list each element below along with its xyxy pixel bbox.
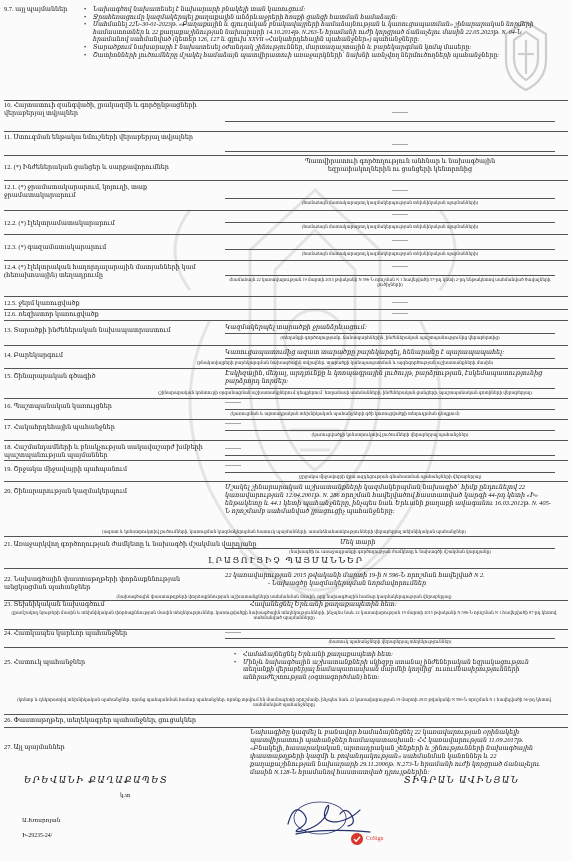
underline — [225, 222, 555, 223]
row-25-note: (կոնտր և դեկորատիվ տեխնիկական պահանջներ, որոնց պահպանման համար պահանջներ, որոնք տրվում են մասնագետի որոշմամբ, ինչպես նաև 22 կառավարության 19 մարտի 2015 թվականի N 596-Ն որոշման N 1 հավելվածի 56-րդ կետով սահմանված պահանջները) — [17, 697, 551, 708]
cosign-seal-icon — [350, 832, 364, 846]
divider — [4, 234, 568, 235]
underline — [225, 151, 555, 152]
row-14-value: Կառուցապատումից ազատ տարածքը բարեկարգել, հենարանը է պարապապահել: — [225, 349, 505, 356]
divider — [4, 419, 568, 420]
row-18-value: -------- — [225, 446, 241, 452]
section-12-header: Պատվիրատուի գործողություն անհնար և նախագծային եզրափակողներին ու ցանցերի կենտրոնից — [304, 158, 496, 173]
underline — [225, 121, 555, 122]
divider — [4, 100, 568, 101]
condition-item: • Շատիոնների լուծումները մշակել համաձայն պատվիրատուի առաջարկների՝ նախնի առնչվող ներմուծողների պահանջները: — [84, 52, 556, 60]
condition-item: • Ջրահեռացումը կազմակերպել քաղաքային անձրևաջրերի հոսքի ցանցի հատման համաձայն: — [84, 14, 556, 22]
row-24-value: -------- — [225, 630, 241, 636]
row-18-label: 18. Հաշմանդամների և բնակչության սակավաշարժ խմբերի պաշտպանության պայմաններ — [4, 444, 203, 459]
row-25-label: 25. Հատուկ պահանջներ — [4, 659, 86, 666]
row-20-note: (ազատ և կոնստրուկտիվ լուծումների, կառուցման կազմակերպման հատուկ պայմանների, առանձնահատկությունների վերաբերյալ տեխնիկական պահանջներ) — [102, 529, 466, 534]
executor-name: Ա.Խոսրոյան — [22, 818, 61, 824]
row-19-label: 19. Շրջակա միջավայրի պահպանում — [4, 466, 128, 473]
row-23-note: (լրամշակող նյութերի մասին և տեխնիկական փորձաքննության մասին տեղեկություններ, կառուցվածքի նախագծային տեղեկությունների, ինչպես նաև 22 կառավարության 19 մարտի 2015 թվականի N 596-Ն որոշման N 1 հավելվածի 87-րդ կետով սահմանված պայմանները) — [11, 610, 557, 621]
row-21-value: Մեկ տարի — [340, 539, 376, 546]
row-21-note: (նախագծի ու առաջադրանքի գործողության ժամկետը և նախագծի մշակման վարդյանը) — [289, 549, 491, 554]
divider — [4, 210, 568, 211]
divider — [4, 260, 568, 261]
document-number: Ի-29235-24/ — [22, 833, 53, 839]
row-13-note: (տեղանքի գործողությամբ, ճանապարհներին, ինժեներական պաշտպանությունից վերաբերտից) — [280, 335, 500, 340]
row-20-label: 20. Շինարարության կազմակերպում — [4, 488, 128, 495]
underline — [225, 275, 555, 276]
row-12-2-label: 12.2. (*) էլեկտրամատակարարում — [4, 220, 115, 227]
divider — [4, 398, 568, 399]
underline — [225, 430, 555, 431]
divider — [4, 714, 568, 715]
row-19-value: -------- — [225, 463, 241, 469]
row-9-7-conditions — [84, 6, 556, 59]
row-14-label: 14. Բարեկարգում — [4, 352, 63, 359]
row-11-value: -------- — [392, 142, 408, 148]
row-9-7-label: 9.7. այլ պայմաններ — [4, 6, 68, 13]
row-22-value-2: - Նախագծը կազմակերպման նորմավորումներ — [268, 580, 427, 587]
row-13-label: 13. Տարածքի ինժեներական նախապատրաստում — [4, 327, 171, 334]
stamp-mark: կ.տ — [120, 793, 131, 799]
requirement-item: • Մինչև նախագծային աշխատանքների սկիզբը ստանալ ինժեներական եզրակացություն տեղանքի վերաբերյալ համապատասխան մարմնի կողմից՝ ուսումնասիրությունների անհրաժեշտության (օգտագործման) հետ: — [234, 659, 556, 682]
cosign-label: CoSign — [366, 836, 384, 842]
row-12-3-value: -------- — [392, 238, 408, 244]
row-10-value: -------- — [392, 110, 408, 116]
row-23-label: 23. Տեխնիկական նախագծում — [4, 601, 105, 608]
underline — [225, 333, 555, 334]
divider — [4, 131, 568, 132]
row-12-1-value: -------- — [392, 188, 408, 194]
row-15-label: 15. Շինարարական գծագիծ — [4, 373, 96, 380]
divider — [4, 180, 568, 181]
row-17-value: -------- — [225, 421, 241, 427]
underline — [225, 198, 555, 199]
divider — [4, 309, 568, 310]
divider — [4, 345, 568, 346]
divider — [4, 460, 568, 461]
row-12-5-value: -------- — [392, 300, 408, 306]
divider — [4, 440, 568, 441]
row-27-value: Նախագիծը կազմել և բանավոր համաձայնեցնել 22 կառավարության օրինակելի պատվիրատուի պահանջներ համապատասխան: ՀՀ կառավարության 11.09.2017թ. «Բնակելի, հասարակական, արտադրական շենքերի և շինությունների նախագծային փաստաթղթերի կազմի և բովանդակության» սահմանման կանոններ և 22 քաղաքաշինության նախարարի 29.11.2006թ. N.273-Ն հրամանի ուժի կորցրած ճանաչելու մասին N.128-Ն հրամանով հաստատված դրույթներին: — [250, 729, 540, 776]
row-16-label: 16. Պաշտպանական կառույցներ — [4, 403, 112, 410]
row-22-label: 22. Նախագծային փաստաթղթերի փորձաքննության անցկացման պահանջներ — [4, 576, 181, 591]
row-12-4-note: (համաձայն 22 կառավարության 19 մարտի 2015 թվականի N 596-Ն որոշման N 1 հավելվածի 57-րդ կետի 2-րդ ենթակետով սահմանված ծավալների լուծիչների) — [229, 277, 551, 288]
underline — [225, 409, 555, 410]
row-23-value: Հավանեցնել Երևանի քաղաքապետին հետ: — [250, 601, 397, 608]
row-11-label: 11. Ստուգման ենթակա նմուշների վերաբերյալ տվյալներ — [4, 134, 194, 141]
row-16-note: (կառուցման և արտադրական տեխնիկական պահանջների գծի կառուցվածքի տեղադրման դեպքում) — [230, 411, 460, 416]
row-21-label: 21. Առաջարկվող գործողության ժամկետը և նախագծի մշակման վարդյանը — [4, 541, 257, 548]
row-19-note: (շրջակա միջավայրի վրա ազդեցության գնահատման պահանջների վերաբերյալ) — [298, 474, 482, 479]
row-14-note: (բնակավայրերի բարեկարգման նախագծային տվյալներ, տարածքի կանաչապատման և այգեգործության աշխատանքների մասին) — [196, 360, 494, 365]
condition-item: • Տարածքում նախարարի է նախատեսել օժանդակ շինություններ, մարտադաշտային և բարեկարգման կոմպ մասերը: — [84, 44, 556, 52]
row-12-3-label: 12.3. (*) գազամատակարարում — [4, 244, 107, 251]
row-12-4-value: -------- — [392, 264, 408, 270]
mayor-title: ԵՐԵՎԱՆԻ ՔԱՂԱՔԱՊԵՏ — [24, 775, 169, 785]
divider — [4, 568, 568, 569]
underline — [225, 249, 555, 250]
row-22-value: 22 կառավարության 2015 թվականի մարտի 19-ի N 596-Ն որոշման հավելված N 2. — [225, 572, 485, 579]
row-16-value: -------- — [225, 400, 241, 406]
row-12-5-label: 12.5. ջերմ կառուցվածք — [4, 300, 80, 307]
underline — [225, 388, 555, 389]
underline — [225, 455, 555, 456]
divider — [4, 647, 568, 648]
condition-item: • Նախագծով նախատեսել է նախարարի բնակելի տան կառուցում: — [84, 6, 556, 14]
divider — [4, 155, 568, 156]
row-25-requirements — [234, 651, 556, 681]
divider — [4, 296, 568, 297]
row-27-label: 27. Այլ պայմաններ — [4, 744, 65, 751]
row-12-3-note: (համաձայն մատակարարող կազմակերպության տեխնիկական պայմանների) — [301, 251, 479, 256]
row-26-label: 26. Փաստաթղթեր, տեղեկագրեր պահանջներ, ցուցակներ — [4, 717, 197, 724]
row-12-4-label: 12.4. (*) էլեկտրական հաղորդալարային մատյանների կամ (հեռախոսային) տեղադրումը — [4, 264, 196, 279]
divider — [4, 536, 568, 537]
mayor-name: ՏԻԳՐԱՆ ԱՎԻՆՅԱՆ — [404, 775, 520, 785]
divider — [4, 727, 568, 728]
row-22-note: (նախագծային փաստաթղթերի փորձաքննության աշխատանքների սահմանման մասին, որը նախագծային համար կազմակերպության վերաբերյալ) — [116, 594, 452, 599]
row-12-2-note: (համաձայն մատակարարող կազմակերպության տեխնիկական պայմանների) — [301, 224, 479, 229]
row-12-1-note: (համաձայն մատակարարող կազմակերպության տեխնիկական պայմանների) — [301, 200, 479, 205]
divider — [4, 481, 568, 482]
row-12-6-label: 12.6. ռեզիստոր կառուցվածք — [4, 311, 99, 318]
row-20-value: Մշակել շինարարական աշխատանքների կազմակերպման նախագիծ՝ հիմք ընդունելով 22 կառավարության 12.04.2001թ. N. 286 որոշման հավելվածով հաստատված կարգի 44-րդ կետի «Ի» ենթակետը և 44.1 կետի պահանջները, ինչպես նաև Երևանի քաղաքի ավագանու 16.03.2012թ. N. 405-Ն որոշմամբ սահմանված լրացուցիչ պահանջները: — [225, 484, 551, 515]
row-24-label: 24. Հատկապես կարևոր պահանջներ — [4, 630, 128, 637]
row-12-label: 12. (*) Ինժեներական ցանցեր և սարքավորումներ — [4, 164, 169, 171]
requirement-item: • Համաձայնեցնել Երևանի քաղաքապետի հետ: — [234, 651, 556, 659]
row-12-1-label: 12.1. (*) ջրամատակարարում, կոյուղի, տաք ջրամատակարարում — [4, 184, 148, 199]
row-24-note: (հատուկ պահանջների վերաբերյալ տեղեկություններ) — [328, 639, 452, 644]
row-15-value: Էսկիզային, մեդալ, արդյունքը և կոոպագրային լուծույթ, բարձրության, էսկեմապատությունից բարձրորդ նորմեր: — [225, 370, 543, 385]
divider — [4, 320, 568, 321]
row-17-note: (կառուցվածքի կոնստրուկտիվ լուծումների վերաբերյալ պահանջներ) — [311, 432, 469, 437]
additional-conditions-heading: ԼՐԱՑՈՒՑԻՉ ՊԱՅՄԱՆՆԵՐ — [207, 555, 365, 565]
row-13-value: Կազմակերպել տարածքի ջրանձրևացում: — [225, 324, 367, 331]
divider — [4, 368, 568, 369]
underline — [225, 358, 555, 359]
underline — [225, 472, 555, 473]
row-12-2-value: -------- — [392, 212, 408, 218]
row-17-label: 17. Հակահրդեհային պահանջներ — [4, 424, 115, 431]
condition-item: • Սահմանել 22Ն-30-01-2023թ. «Քաղաքային և գյուղական բնակավայրերի համաձայնության և կառուցապատման» շինարարական նորմերի համաստոտներ և 22 քաղաքաշինության նախարարի 14.10.2014թ. N.263-Ն հրամանի ուժի կորցրած ճանաչելու մասին 22.05.2023թ. N. 04-Ն հրամանով սահմանված (կետեր 126, 127 և գլուխ XXVII «Հակահրդեհային պահանջներ») պահանջները: — [84, 21, 556, 44]
row-15-note: (շինարարական կոնտուրի օրգանացման աշխատանքներում դեպքերում՝ հողամասի սահմանների, ինժեներական ցանցերի, պաշտպանական գոտիների վերաբերյալ) — [158, 390, 532, 395]
row-10-label: 10. Հայտատուի զանգվածի, լրակազմի և գործընթացների վերաբերյալ տվյալներ — [4, 102, 197, 117]
row-12-6-value: -------- — [392, 311, 408, 317]
